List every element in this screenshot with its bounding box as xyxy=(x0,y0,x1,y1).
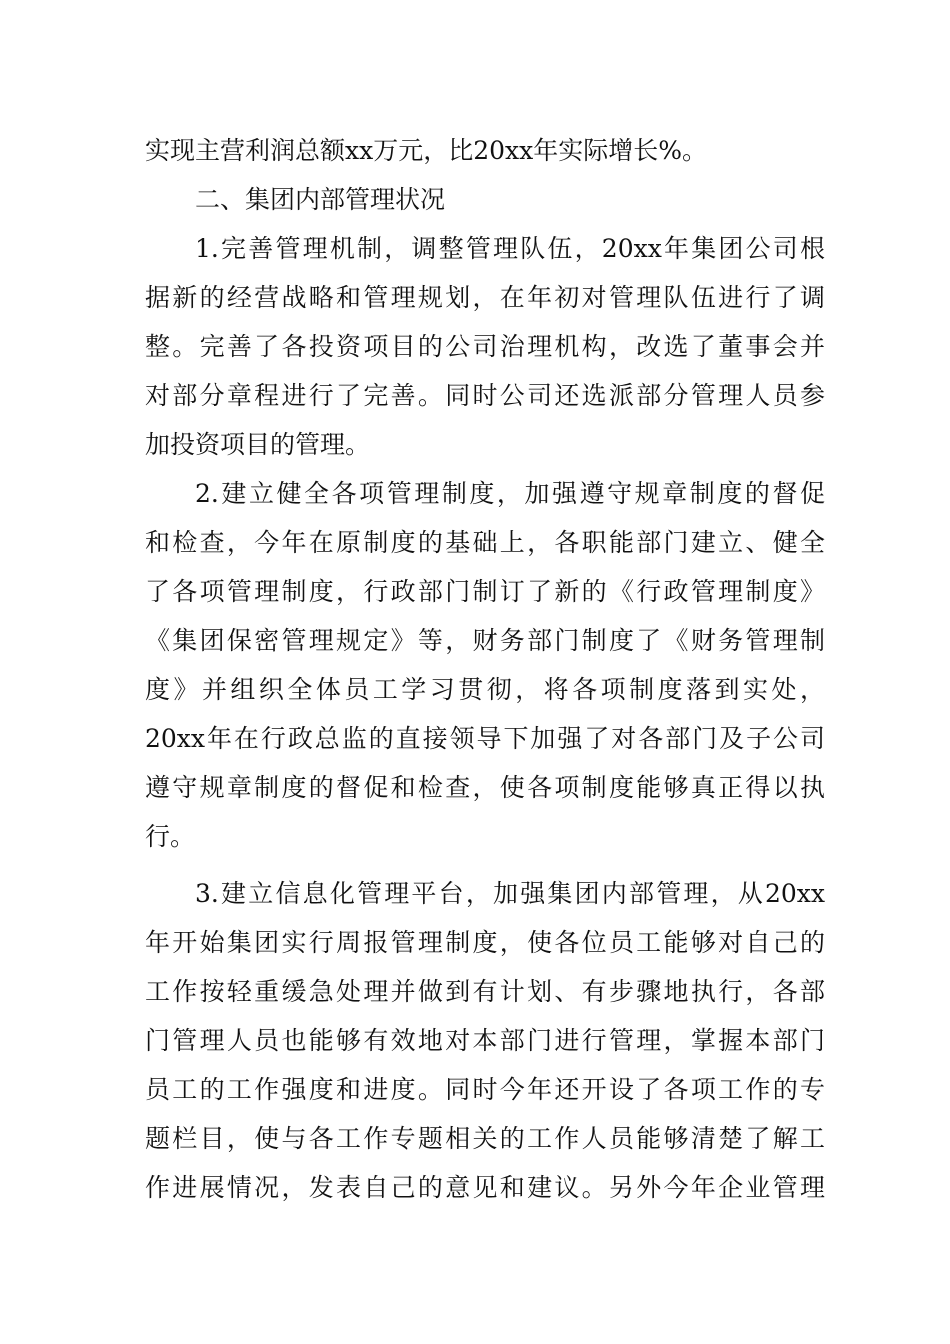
text-line: 加投资项目的管理。 xyxy=(145,430,371,459)
text-line: 员工的工作强度和进度。同时今年还开设了各项工作的专 xyxy=(145,1075,825,1104)
text-line: 据新的经营战略和管理规划，在年初对管理队伍进行了调 xyxy=(145,283,825,312)
text-line: 1.完善管理机制，调整管理队伍，20xx年集团公司根 xyxy=(195,234,825,263)
text-line: 整。完善了各投资项目的公司治理机构，改选了董事会并 xyxy=(145,332,825,361)
text-line: 题栏目，使与各工作专题相关的工作人员能够清楚了解工 xyxy=(145,1124,825,1153)
text-line: 《集团保密管理规定》等，财务部门制度了《财务管理制 xyxy=(145,626,825,655)
text-line: 遵守规章制度的督促和检查，使各项制度能够真正得以执 xyxy=(145,773,825,802)
text-line: 工作按轻重缓急处理并做到有计划、有步骤地执行，各部 xyxy=(145,977,825,1006)
text-line: 了各项管理制度，行政部门制订了新的《行政管理制度》 xyxy=(145,577,825,606)
text-line: 2.建立健全各项管理制度，加强遵守规章制度的督促 xyxy=(195,479,825,508)
text-line: 3.建立信息化管理平台，加强集团内部管理，从20xx xyxy=(195,879,825,908)
text-line: 度》并组织全体员工学习贯彻，将各项制度落到实处， xyxy=(145,675,825,704)
text-line: 实现主营利润总额xx万元，比20xx年实际增长%。 xyxy=(145,136,707,165)
text-line: 和检查，今年在原制度的基础上，各职能部门建立、健全 xyxy=(145,528,825,557)
text-line: 行。 xyxy=(145,822,196,851)
text-line: 对部分章程进行了完善。同时公司还选派部分管理人员参 xyxy=(145,381,825,410)
text-line: 门管理人员也能够有效地对本部门进行管理，掌握本部门 xyxy=(145,1026,825,1055)
text-line: 作进展情况，发表自己的意见和建议。另外今年企业管理 xyxy=(145,1173,825,1202)
text-line: 20xx年在行政总监的直接领导下加强了对各部门及子公司 xyxy=(145,724,825,753)
text-line: 年开始集团实行周报管理制度，使各位员工能够对自己的 xyxy=(145,928,825,957)
section-heading: 二、集团内部管理状况 xyxy=(195,185,446,214)
